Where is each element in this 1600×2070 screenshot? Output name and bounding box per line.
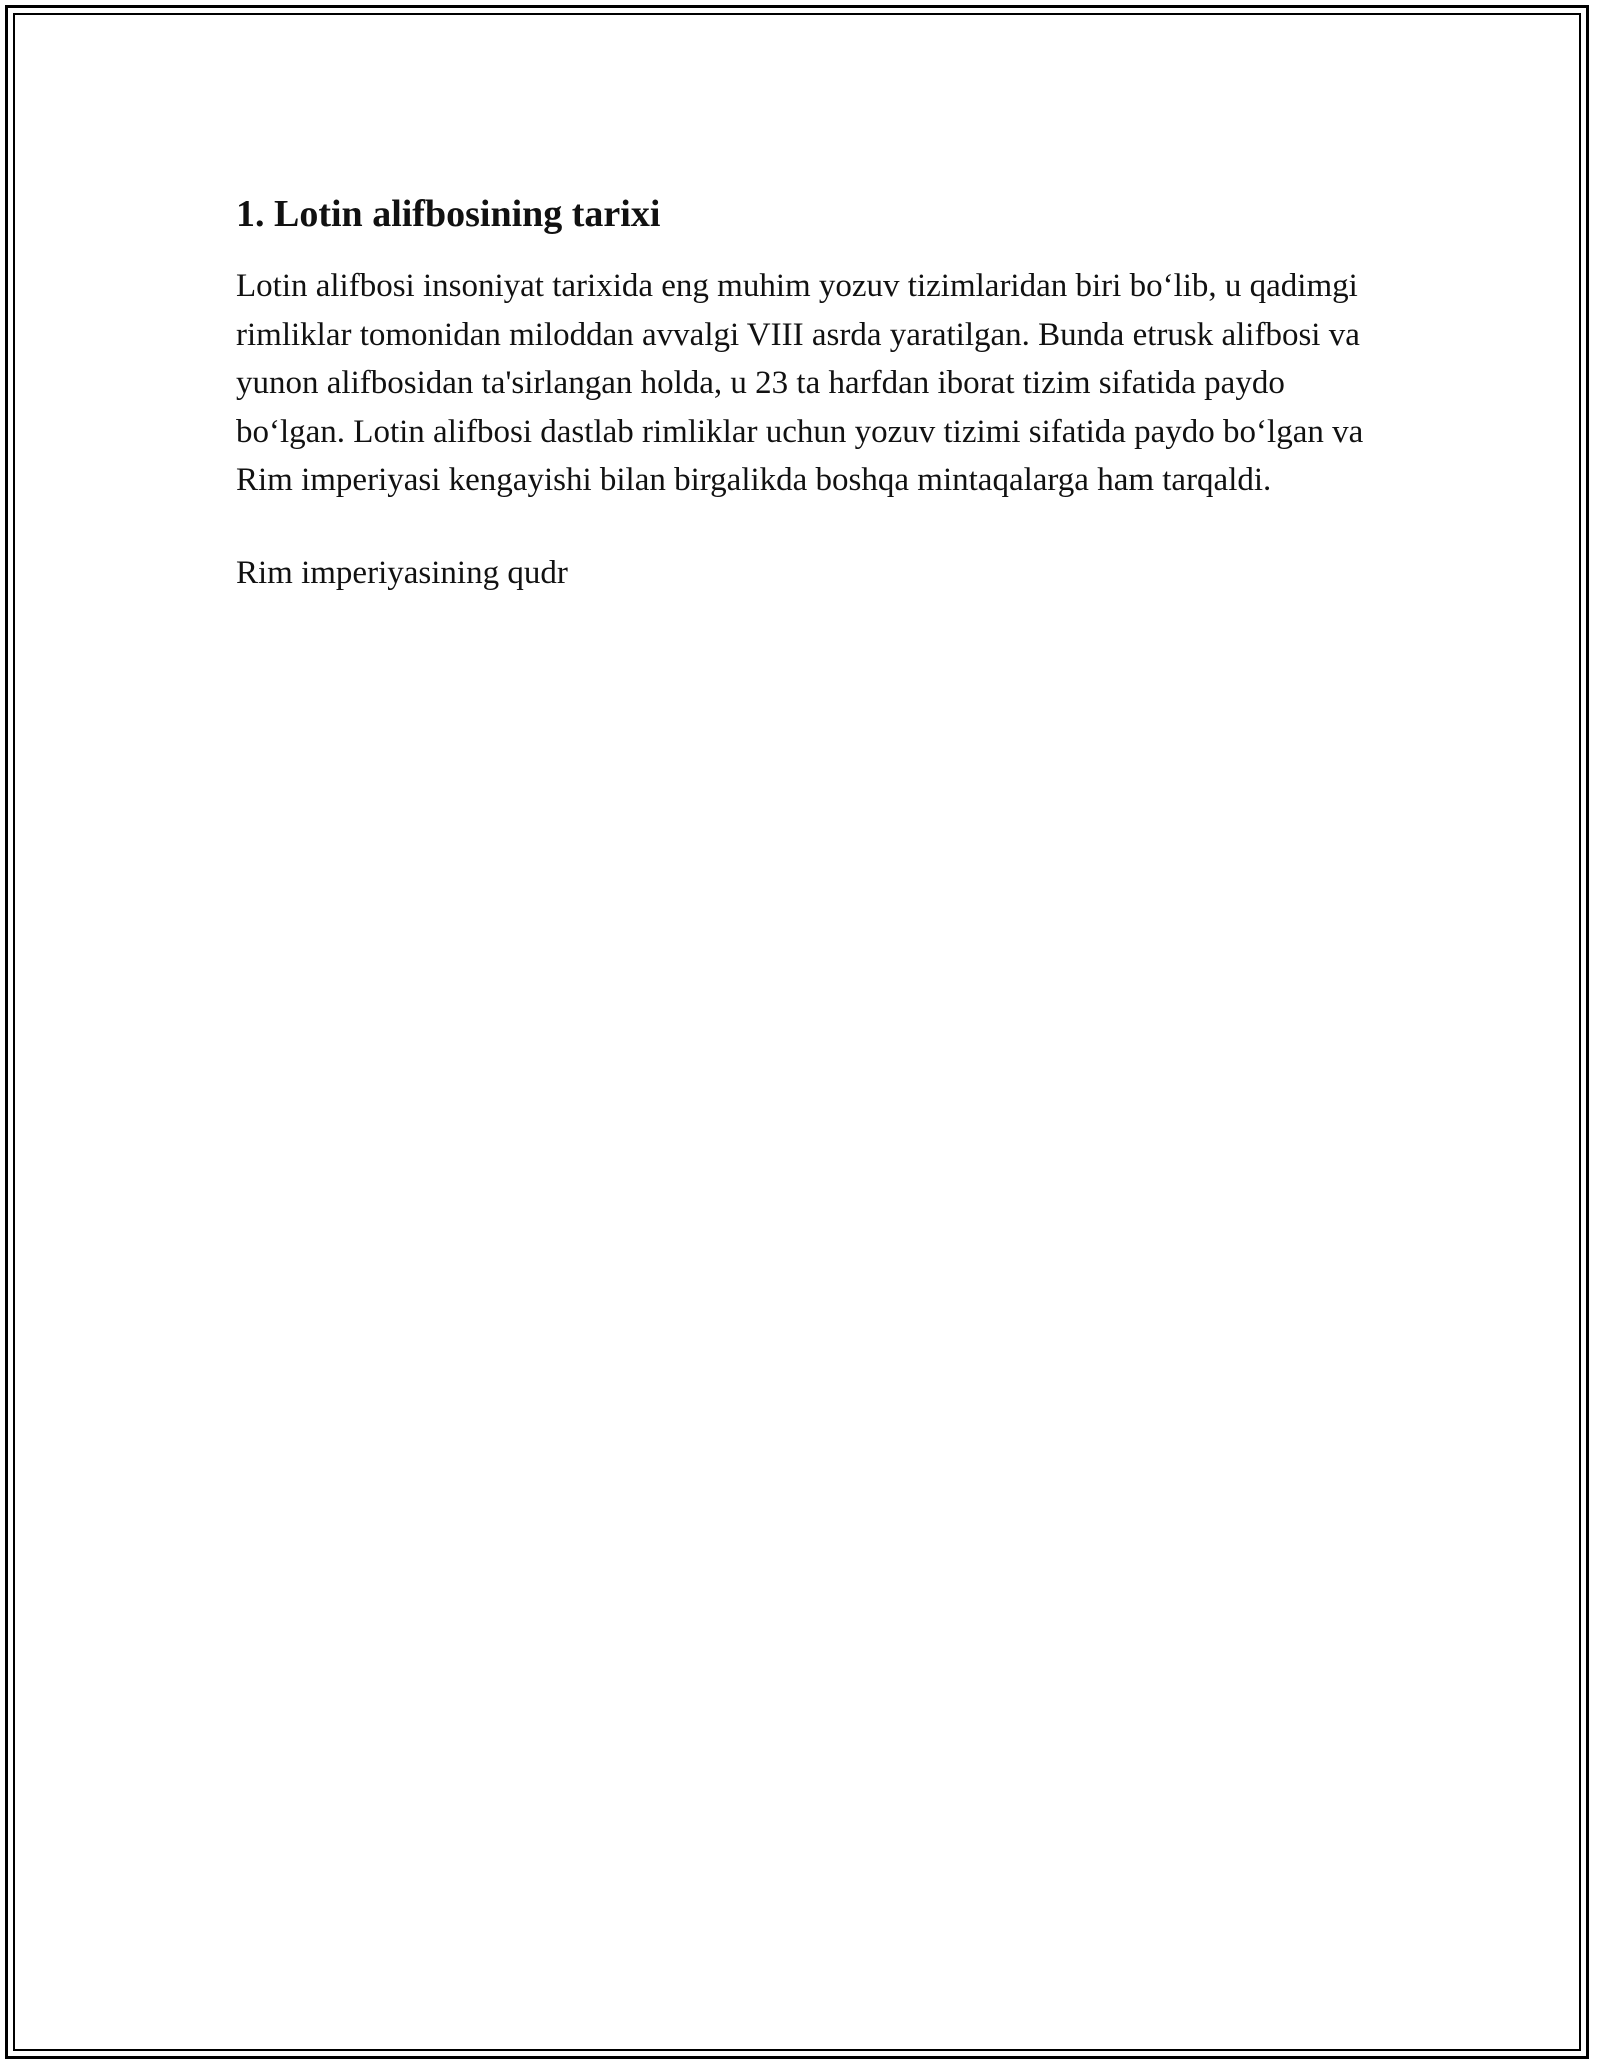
paragraph-history: Lotin alifbosi insoniyat tarixida eng muhim yozuv tizimlaridan biri bo‘lib, u qadimgi rimliklar tomonidan miloddan avvalgi VIII asrda yaratilgan. Bunda etrusk alifbosi va yunon alifbosidan ta'sirlangan holda, u 23 ta harfdan iborat tizim sifatida paydo bo‘lgan. Lotin alifbosi dastlab rimliklar uchun yozuv tizimi sifatida paydo bo‘lgan va Rim imperiyasi kengayishi bilan birgalikda boshqa mintaqalarga ham tarqaldi. xyxy=(236,268,1364,498)
paragraph-roman-empire: Rim imperiyasining qudr xyxy=(236,554,568,591)
section-heading: 1. Lotin alifbosining tarixi xyxy=(236,193,661,235)
document-body xyxy=(236,186,1386,597)
